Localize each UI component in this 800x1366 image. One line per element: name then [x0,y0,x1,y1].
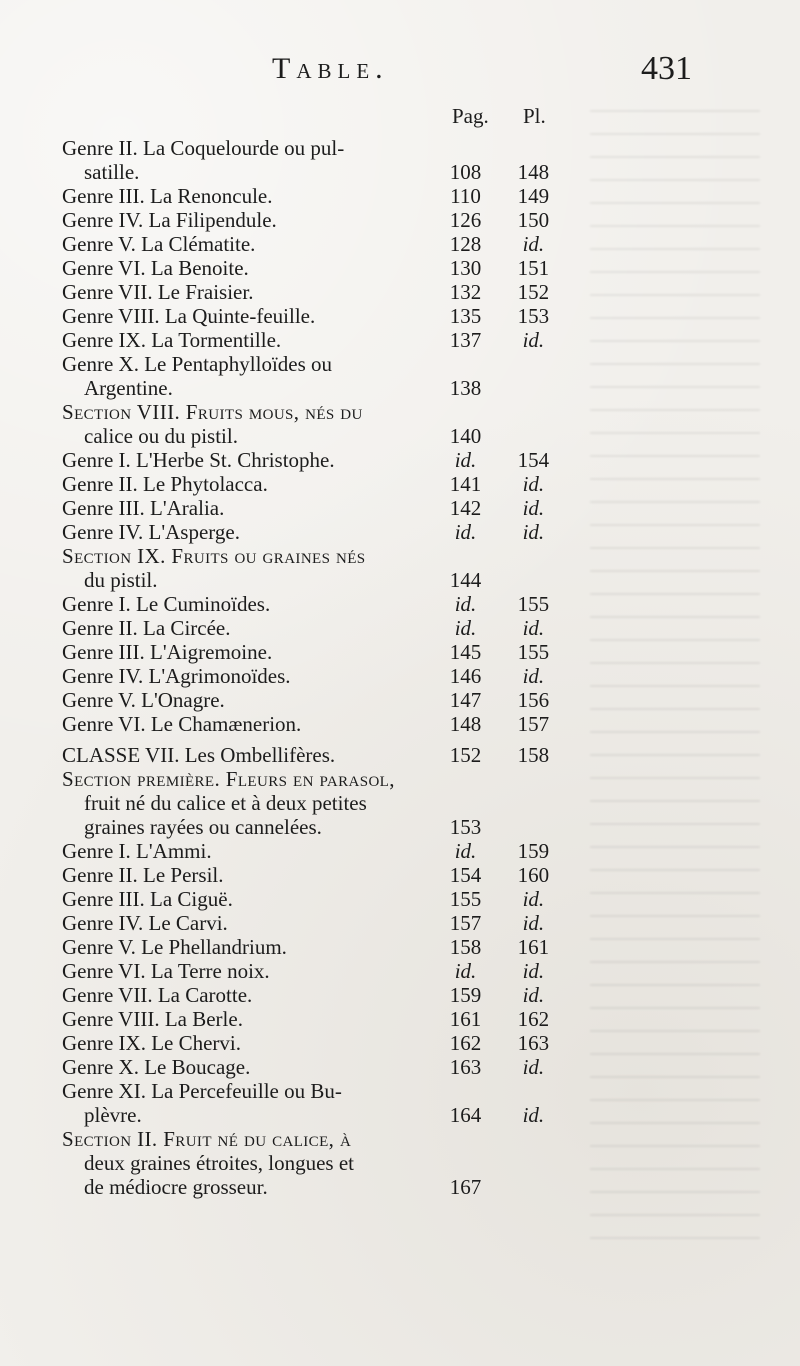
entry-page: id. [454,520,477,544]
entry-page: 158 [449,935,482,959]
page-header [62,52,692,100]
entry-text [62,592,424,616]
entry-plate: 151 [517,256,550,280]
entry-page: 130 [449,256,482,280]
entry-page: 163 [449,1055,482,1079]
table-row [62,232,562,256]
entry-text [62,863,424,887]
table-row [62,911,562,935]
table-row [62,352,562,400]
entry-page: 138 [449,376,482,400]
entry-plate: id. [522,616,545,640]
entry-first-line: Genre III. L'Aigremoine. [62,640,273,664]
entry-text [62,616,424,640]
entry-page: 110 [450,184,481,208]
entry-first-line: Genre IX. Le Chervi. [62,1031,242,1055]
table-row [62,472,562,496]
entry-text [62,767,424,839]
entry-page: 159 [449,983,482,1007]
entry-plate: 158 [517,743,550,767]
entry-page: 152 [449,743,482,767]
entry-page: 108 [449,160,482,184]
entry-first-line: Genre III. La Ciguë. [62,887,233,911]
entry-text [62,1031,424,1055]
entry-first-line: Genre IV. L'Asperge. [62,520,240,544]
entry-page: 135 [449,304,482,328]
entry-text [62,520,424,544]
entry-first-line: CLASSE VII. Les Ombellifères. [62,743,336,767]
table-row [62,280,562,304]
entry-first-line: Genre V. L'Onagre. [62,688,225,712]
entry-first-line: Genre VII. Le Fraisier. [62,280,254,304]
column-header-pl: Pl. [523,104,546,128]
entry-plate: id. [522,496,545,520]
entry-first-line: Section VIII. Fruits mous, nés du [62,400,363,424]
entry-first-line: Genre VII. La Carotte. [62,983,253,1007]
page-title: Table. [272,52,389,85]
entry-plate: 161 [517,935,550,959]
entry-text [62,256,424,280]
entry-continuation-line: plèvre. [84,1103,142,1127]
entry-text [62,472,424,496]
table-row [62,1079,562,1127]
entry-text [62,640,424,664]
table-row [62,256,562,280]
entry-first-line: Genre X. Le Pentaphylloïdes ou [62,352,333,376]
entry-text [62,328,424,352]
table-row [62,664,562,688]
entry-text [62,280,424,304]
entry-continuation-line: Argentine. [84,376,173,400]
table-row [62,208,562,232]
entry-page: 146 [449,664,482,688]
entry-first-line: Genre VI. La Benoite. [62,256,249,280]
entry-first-line: Genre VI. La Terre noix. [62,959,270,983]
table-row [62,712,562,736]
entry-plate: 149 [517,184,550,208]
entry-text [62,1079,424,1127]
entry-continuation-line: satille. [84,160,140,184]
table-row [62,1127,562,1199]
entry-plate: id. [522,664,545,688]
entry-first-line: Genre IV. Le Carvi. [62,911,228,935]
entry-plate: id. [522,887,545,911]
entry-plate: id. [522,1103,545,1127]
table-row [62,184,562,208]
entry-page: 167 [449,1175,482,1199]
entry-plate: id. [522,472,545,496]
entry-plate: 157 [517,712,550,736]
entry-text [62,448,424,472]
entry-text [62,136,424,184]
table-row [62,887,562,911]
entry-first-line: Genre IV. L'Agrimonoïdes. [62,664,291,688]
entry-first-line: Genre II. La Circée. [62,616,231,640]
table-row [62,743,562,767]
table-row [62,136,562,184]
entry-page: id. [454,616,477,640]
entry-page: 144 [449,568,482,592]
entry-text [62,712,424,736]
entry-plate: 162 [517,1007,550,1031]
entry-page: 155 [449,887,482,911]
entry-text [62,400,424,448]
entry-text [62,887,424,911]
table-of-contents [62,136,562,1199]
entry-text [62,839,424,863]
entry-text [62,184,424,208]
table-row [62,616,562,640]
entry-plate: id. [522,1055,545,1079]
show-through-text [590,110,760,1260]
entry-first-line: Genre II. Le Persil. [62,863,224,887]
entry-first-line: Section II. Fruit né du calice, à [62,1127,352,1151]
entry-first-line: Genre VIII. La Berle. [62,1007,243,1031]
entry-first-line: Genre III. La Renoncule. [62,184,273,208]
table-row [62,839,562,863]
table-row [62,496,562,520]
entry-page: 126 [449,208,482,232]
entry-text [62,911,424,935]
entry-first-line: Genre XI. La Percefeuille ou Bu- [62,1079,342,1103]
entry-text [62,743,424,767]
entry-text [62,1127,424,1199]
entry-page: 153 [449,815,482,839]
table-row [62,640,562,664]
table-row [62,767,562,839]
table-row [62,328,562,352]
entry-first-line: Genre III. L'Aralia. [62,496,225,520]
entry-page: 148 [449,712,482,736]
entry-continuation-line: du pistil. [84,568,158,592]
column-header-pag: Pag. [452,104,489,128]
entry-first-line: Section IX. Fruits ou graines nés [62,544,366,568]
entry-plate: id. [522,520,545,544]
entry-plate: 156 [517,688,550,712]
entry-text [62,544,424,592]
entry-page: 162 [449,1031,482,1055]
entry-plate: 152 [517,280,550,304]
table-row [62,688,562,712]
entry-page: 147 [449,688,482,712]
table-row [62,935,562,959]
entry-text [62,1055,424,1079]
entry-continuation-line: calice ou du pistil. [84,424,238,448]
entry-first-line: Genre V. Le Phellandrium. [62,935,287,959]
entry-text [62,304,424,328]
entry-continuation-line: fruit né du calice et à deux petites [84,791,367,815]
entry-text [62,959,424,983]
table-row [62,983,562,1007]
entry-plate: 148 [517,160,550,184]
entry-plate: 155 [517,592,550,616]
entry-plate: 155 [517,640,550,664]
entry-first-line: Genre I. L'Ammi. [62,839,212,863]
entry-continuation-line: graines rayées ou cannelées. [84,815,322,839]
entry-page: 157 [449,911,482,935]
entry-text [62,1007,424,1031]
entry-text [62,935,424,959]
table-row [62,304,562,328]
table-row [62,1007,562,1031]
entry-plate: id. [522,328,545,352]
entry-page: 140 [449,424,482,448]
entry-first-line: Genre VIII. La Quinte-feuille. [62,304,316,328]
entry-continuation-line: de médiocre grosseur. [84,1175,268,1199]
entry-text [62,232,424,256]
table-row [62,1031,562,1055]
entry-text [62,352,424,400]
entry-plate: 163 [517,1031,550,1055]
entry-first-line: Section première. Fleurs en parasol, [62,767,395,791]
entry-text [62,983,424,1007]
entry-page: 145 [449,640,482,664]
page-number: 431 [641,50,692,87]
entry-plate: 153 [517,304,550,328]
entry-page: 141 [449,472,482,496]
table-row [62,544,562,592]
entry-plate: id. [522,232,545,256]
entry-page: 142 [449,496,482,520]
entry-plate: 150 [517,208,550,232]
entry-first-line: Genre II. Le Phytolacca. [62,472,268,496]
entry-plate: id. [522,959,545,983]
entry-page: 132 [449,280,482,304]
entry-text [62,496,424,520]
entry-page: 161 [449,1007,482,1031]
table-row [62,448,562,472]
entry-first-line: Genre II. La Coquelourde ou pul- [62,136,345,160]
table-row [62,959,562,983]
entry-first-line: Genre IX. La Tormentille. [62,328,282,352]
entry-page: 137 [449,328,482,352]
entry-page: 154 [449,863,482,887]
entry-first-line: Genre X. Le Boucage. [62,1055,251,1079]
table-row [62,1055,562,1079]
entry-first-line: Genre IV. La Filipendule. [62,208,277,232]
table-row [62,863,562,887]
entry-page: 128 [449,232,482,256]
entry-plate: id. [522,911,545,935]
entry-page: id. [454,448,477,472]
entry-first-line: Genre V. La Clématite. [62,232,256,256]
table-row [62,592,562,616]
entry-first-line: Genre VI. Le Chamænerion. [62,712,302,736]
entry-continuation-line: deux graines étroites, longues et [84,1151,355,1175]
entry-plate: 160 [517,863,550,887]
entry-page: id. [454,959,477,983]
entry-plate: id. [522,983,545,1007]
table-row [62,400,562,448]
entry-page: 164 [449,1103,482,1127]
entry-text [62,664,424,688]
entry-first-line: Genre I. L'Herbe St. Christophe. [62,448,335,472]
entry-first-line: Genre I. Le Cuminoïdes. [62,592,271,616]
table-row [62,520,562,544]
entry-plate: 159 [517,839,550,863]
entry-text [62,208,424,232]
entry-page: id. [454,592,477,616]
entry-page: id. [454,839,477,863]
entry-text [62,688,424,712]
entry-plate: 154 [517,448,550,472]
